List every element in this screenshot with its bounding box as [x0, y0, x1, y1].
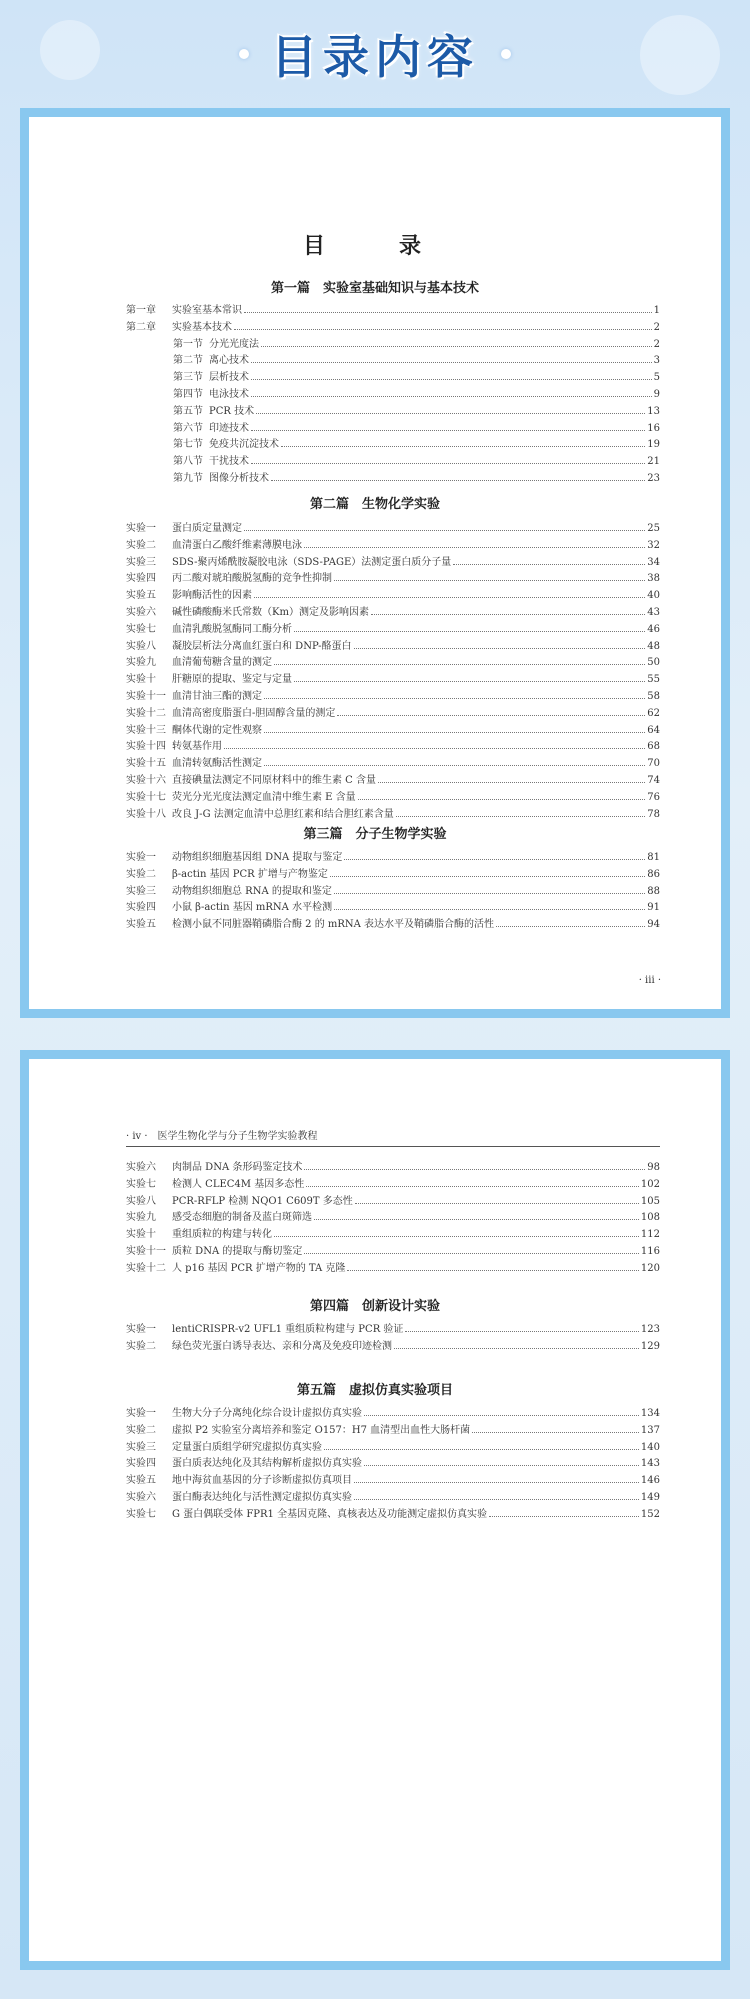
leader-dots — [358, 789, 646, 800]
toc-entry-page: 123 — [640, 1324, 660, 1335]
toc-entry-number: 实验十四 — [126, 741, 166, 753]
leader-dots — [354, 638, 646, 649]
toc-entry-number: 第五节 — [173, 405, 203, 417]
toc-entry-title: 生物大分子分离纯化综合设计虚拟仿真实验 — [172, 1408, 362, 1419]
toc-entry-number: 第一节 — [173, 338, 203, 350]
leader-dots — [264, 755, 645, 766]
toc-entry-number: 实验十六 — [126, 775, 166, 786]
toc-section-entry[interactable] — [173, 336, 660, 351]
leader-dots — [364, 1455, 639, 1466]
toc-entry[interactable] — [126, 722, 660, 737]
running-head: · iv · 医学生物化学与分子生物学实验教程 — [126, 1127, 660, 1147]
toc-entry-page: 32 — [647, 539, 660, 551]
leader-dots — [244, 302, 652, 313]
leader-dots — [354, 1489, 639, 1500]
toc-entry[interactable] — [126, 638, 660, 653]
toc-entry-title: 虚拟 P2 实验室分离培养和鉴定 O157：H7 血清型出血性大肠杆菌 — [172, 1424, 471, 1436]
toc-entry-title: 影响酶活性的因素 — [172, 590, 252, 602]
leader-dots — [274, 654, 645, 665]
toc-entry[interactable] — [126, 671, 660, 686]
toc-entry-page: 19 — [647, 439, 660, 451]
toc-entry-number: 实验三 — [126, 556, 156, 568]
toc-entry[interactable] — [126, 1472, 660, 1487]
toc-entry[interactable] — [126, 520, 660, 535]
toc-entry[interactable] — [126, 1176, 660, 1191]
toc-entry-number: 实验十 — [126, 1229, 156, 1241]
toc-entry-number: 实验四 — [126, 573, 156, 585]
toc-entry-number: 实验十一 — [126, 1246, 166, 1257]
leader-dots — [294, 671, 645, 682]
toc-entry-number: 实验八 — [126, 640, 156, 652]
toc-entry-title: 蛋白质定量测定 — [172, 523, 242, 534]
toc-entry-page: 48 — [647, 640, 660, 652]
toc-entry-page: 137 — [640, 1424, 660, 1436]
leader-dots — [344, 849, 645, 860]
toc-entry-page: 120 — [640, 1262, 660, 1274]
leader-dots — [394, 1338, 639, 1349]
leader-dots — [256, 403, 645, 414]
toc-entry-page: 74 — [647, 775, 660, 786]
toc-entry[interactable] — [126, 319, 660, 334]
toc-entry-number: 第七节 — [173, 439, 203, 451]
toc-entry-title: PCR 技术 — [209, 405, 255, 417]
leader-dots — [489, 1506, 639, 1517]
toc-entry-title: 小鼠 β-actin 基因 mRNA 水平检测 — [172, 902, 333, 914]
toc-entry-number: 第一章 — [126, 305, 156, 316]
part-heading: 第二篇 生物化学实验 — [309, 497, 440, 512]
toc-entry-page: 112 — [640, 1229, 660, 1241]
leader-dots — [281, 436, 645, 447]
leader-dots — [337, 705, 645, 716]
toc-entry[interactable] — [126, 688, 660, 703]
toc-entry-page: 81 — [647, 852, 660, 863]
leader-dots — [234, 319, 652, 330]
leader-dots — [405, 1321, 639, 1332]
toc-entry[interactable] — [126, 587, 660, 602]
toc-entry[interactable] — [126, 916, 660, 931]
toc-entry[interactable] — [126, 554, 660, 569]
part-heading: 第四篇 创新设计实验 — [309, 1299, 440, 1314]
toc-entry-page: 58 — [647, 691, 660, 702]
toc-entry-title: β-actin 基因 PCR 扩增与产物鉴定 — [172, 868, 328, 880]
leader-dots — [294, 621, 645, 632]
toc-entry-page: 1 — [653, 305, 660, 316]
toc-entry-title: 印迹技术 — [209, 422, 249, 434]
toc-entry-page: 91 — [647, 902, 660, 914]
toc-entry-title: 碱性磷酸酶米氏常数（Km）测定及影响因素 — [172, 607, 369, 618]
toc-entry-page: 2 — [653, 338, 660, 350]
toc-title: 目 录 — [302, 233, 447, 259]
toc-entry[interactable] — [126, 1260, 660, 1275]
toc-entry-page: 50 — [647, 657, 660, 669]
leader-dots — [271, 470, 645, 481]
toc-entry-page: 34 — [647, 556, 660, 568]
toc-entry-number: 第四节 — [173, 389, 203, 400]
toc-entry-page: 5 — [653, 372, 660, 384]
leader-dots — [304, 1159, 645, 1170]
toc-entry-title: 血清葡萄糖含量的测定 — [172, 657, 272, 669]
toc-entry-number: 实验六 — [126, 607, 156, 618]
toc-entry-number: 实验九 — [126, 1212, 156, 1224]
toc-entry-title: 荧光分光光度法测定血清中维生素 E 含量 — [172, 791, 356, 803]
toc-entry[interactable] — [126, 772, 660, 787]
toc-entry-title: 肉制品 DNA 条形码鉴定技术 — [172, 1162, 303, 1173]
toc-entry-number: 第八节 — [173, 456, 203, 468]
leader-dots — [304, 537, 645, 548]
page-number: · iii · — [638, 975, 661, 986]
toc-entry-page: 25 — [647, 523, 660, 534]
toc-entry-number: 实验二 — [126, 868, 156, 880]
toc-entry[interactable] — [126, 899, 660, 914]
toc-entry-title: 动物组织细胞基因组 DNA 提取与鉴定 — [172, 852, 343, 863]
toc-entry[interactable] — [126, 1338, 660, 1353]
leader-dots — [251, 352, 652, 363]
toc-entry-number: 实验七 — [126, 1508, 156, 1520]
toc-entry-title: 检测小鼠不同脏器鞘磷脂合酶 2 的 mRNA 表达水平及鞘磷脂合酶的活性 — [172, 919, 495, 931]
toc-entry-number: 实验十一 — [126, 691, 166, 702]
toc-entry-title: 干扰技术 — [209, 456, 249, 468]
leader-dots — [334, 883, 645, 894]
toc-entry-number: 实验七 — [126, 1178, 156, 1190]
toc-entry-page: 13 — [647, 405, 660, 417]
toc-entry[interactable] — [126, 570, 660, 585]
toc-entry-title: 免疫共沉淀技术 — [209, 439, 279, 451]
toc-entry-page: 16 — [647, 422, 660, 434]
toc-entry-number: 实验六 — [126, 1492, 156, 1503]
toc-entry-page: 23 — [647, 473, 660, 484]
toc-entry-title: 地中海贫血基因的分子诊断虚拟仿真项目 — [172, 1475, 352, 1487]
toc-entry[interactable] — [126, 604, 660, 619]
toc-entry-number: 实验九 — [126, 657, 156, 669]
part-heading: 第五篇 虚拟仿真实验项目 — [296, 1383, 453, 1398]
toc-section-entry[interactable] — [173, 369, 660, 384]
toc-entry[interactable] — [126, 1489, 660, 1504]
toc-entry-title: 层析技术 — [209, 372, 249, 384]
leader-dots — [496, 916, 645, 927]
toc-section-entry[interactable] — [173, 403, 660, 418]
toc-entry-title: 电泳技术 — [209, 389, 249, 400]
toc-entry-title: 丙二酸对琥珀酸脱氢酶的竞争性抑制 — [172, 573, 332, 585]
toc-entry-number: 实验一 — [126, 852, 156, 863]
toc-entry[interactable] — [126, 1455, 660, 1470]
banner-dot-left — [239, 49, 249, 59]
toc-entry-title: 血清甘油三酯的测定 — [172, 691, 262, 702]
toc-entry-title: 质粒 DNA 的提取与酶切鉴定 — [172, 1246, 303, 1257]
toc-entry-title: 绿色荧光蛋白诱导表达、亲和分离及免疫印迹检测 — [172, 1340, 392, 1352]
toc-entry-number: 实验三 — [126, 885, 156, 897]
leader-dots — [396, 806, 646, 817]
part-heading: 第三篇 分子生物学实验 — [303, 827, 447, 842]
toc-entry[interactable] — [126, 537, 660, 552]
leader-dots — [355, 1193, 639, 1204]
leader-dots — [472, 1422, 639, 1433]
toc-entry-page: 43 — [647, 607, 660, 618]
toc-entry-page: 40 — [647, 590, 660, 602]
leader-dots — [264, 722, 645, 733]
toc-entry-number: 实验二 — [126, 1424, 156, 1436]
toc-entry-page: 143 — [640, 1458, 660, 1470]
toc-entry-page: 76 — [647, 791, 660, 803]
toc-page-1 — [20, 108, 730, 1018]
toc-entry-title: SDS-聚丙烯酰胺凝胶电泳（SDS-PAGE）法测定蛋白质分子量 — [172, 556, 452, 568]
toc-entry-number: 实验一 — [126, 1324, 156, 1335]
toc-entry-page: 68 — [647, 741, 660, 753]
toc-page-2 — [20, 1050, 730, 1970]
toc-entry[interactable] — [126, 1506, 660, 1521]
leader-dots — [364, 1405, 639, 1416]
toc-entry-page: 98 — [647, 1162, 660, 1173]
toc-entry-page: 9 — [653, 389, 660, 400]
leader-dots — [251, 386, 652, 397]
toc-entry-number: 实验二 — [126, 1340, 156, 1352]
toc-section-entry[interactable] — [173, 436, 660, 451]
leader-dots — [453, 554, 645, 565]
toc-entry-title: 实验基本技术 — [172, 321, 232, 333]
leader-dots — [304, 1243, 639, 1254]
toc-entry-title: 蛋白酶表达纯化与活性测定虚拟仿真实验 — [172, 1492, 352, 1503]
toc-entry-page: 64 — [647, 724, 660, 736]
leader-dots — [254, 587, 645, 598]
toc-entry-number: 实验四 — [126, 1458, 156, 1470]
toc-entry-number: 实验八 — [126, 1195, 156, 1207]
leader-dots — [251, 420, 645, 431]
toc-entry-title: 分光光度法 — [209, 338, 259, 350]
toc-entry-number: 实验十八 — [126, 808, 166, 820]
toc-entry-number: 实验七 — [126, 623, 156, 635]
leader-dots — [314, 1209, 639, 1220]
leader-dots — [244, 520, 645, 531]
leader-dots — [324, 1439, 639, 1450]
toc-entry[interactable] — [126, 1209, 660, 1224]
toc-entry-number: 实验十三 — [126, 724, 166, 736]
toc-entry-number: 实验一 — [126, 1408, 156, 1419]
toc-entry-number: 第六节 — [173, 422, 203, 434]
toc-entry-title: 肝糖原的提取、鉴定与定量 — [172, 674, 292, 686]
toc-entry-number: 第三节 — [173, 372, 203, 384]
leader-dots — [347, 1260, 638, 1271]
toc-entry-title: 离心技术 — [209, 355, 249, 367]
banner-dot-right — [501, 49, 511, 59]
toc-entry[interactable] — [126, 1193, 660, 1208]
leader-dots — [334, 899, 645, 910]
toc-entry-number: 第九节 — [173, 473, 203, 484]
toc-entry-number: 实验四 — [126, 902, 156, 914]
toc-entry-number: 实验六 — [126, 1162, 156, 1173]
toc-section-entry[interactable] — [173, 352, 660, 367]
leader-dots — [306, 1176, 639, 1187]
toc-entry-title: 重组质粒的构建与转化 — [172, 1229, 272, 1241]
toc-entry[interactable] — [126, 883, 660, 898]
toc-entry-page: 149 — [640, 1492, 660, 1503]
toc-entry[interactable] — [126, 806, 660, 821]
toc-entry-title: 感受态细胞的制备及蓝白斑筛选 — [172, 1212, 312, 1224]
toc-entry-page: 3 — [653, 355, 660, 367]
toc-entry-title: 血清蛋白乙酸纤维素薄膜电泳 — [172, 539, 302, 551]
toc-entry-title: 图像分析技术 — [209, 473, 269, 484]
toc-entry[interactable] — [126, 654, 660, 669]
toc-entry-page: 2 — [653, 321, 660, 333]
toc-entry[interactable] — [126, 1243, 660, 1258]
toc-entry-title: 血清高密度脂蛋白-胆固醇含量的测定 — [172, 707, 336, 719]
toc-entry-page: 140 — [640, 1441, 660, 1453]
toc-entry[interactable] — [126, 1439, 660, 1454]
toc-entry-page: 70 — [647, 758, 660, 770]
toc-entry-title: 检测人 CLEC4M 基因多态性 — [172, 1178, 305, 1190]
toc-entry-title: 定量蛋白质组学研究虚拟仿真实验 — [172, 1441, 322, 1453]
toc-entry-number: 实验十七 — [126, 791, 166, 803]
toc-entry-number: 实验五 — [126, 590, 156, 602]
toc-entry-number: 实验十二 — [126, 1262, 166, 1274]
leader-dots — [274, 1226, 639, 1237]
banner-title: 目录内容 — [271, 30, 479, 84]
toc-entry-page: 105 — [640, 1195, 660, 1207]
toc-section-entry[interactable] — [173, 470, 660, 485]
toc-entry-number: 第二节 — [173, 355, 203, 367]
toc-entry-title: 酮体代谢的定性观察 — [172, 724, 262, 736]
toc-entry-title: 凝胶层析法分离血红蛋白和 DNP-酪蛋白 — [172, 640, 352, 652]
toc-entry-page: 88 — [647, 885, 660, 897]
toc-entry-title: 蛋白质表达纯化及其结构解析虚拟仿真实验 — [172, 1458, 362, 1470]
toc-entry-title: lentiCRISPR-v2 UFL1 重组质粒构建与 PCR 验证 — [172, 1324, 404, 1335]
leader-dots — [354, 1472, 639, 1483]
leader-dots — [334, 570, 645, 581]
toc-entry-title: PCR-RFLP 检测 NQO1 C609T 多态性 — [172, 1195, 353, 1207]
toc-entry-number: 第二章 — [126, 321, 156, 333]
toc-entry-page: 46 — [647, 623, 660, 635]
toc-entry-page: 108 — [640, 1212, 660, 1224]
toc-entry-page: 62 — [647, 707, 660, 719]
toc-entry-title: 人 p16 基因 PCR 扩增产物的 TA 克隆 — [172, 1262, 346, 1274]
banner — [0, 0, 750, 108]
toc-entry-page: 78 — [647, 808, 660, 820]
toc-entry-number: 实验二 — [126, 539, 156, 551]
toc-entry-title: 转氨基作用 — [172, 741, 222, 753]
toc-entry-page: 134 — [640, 1408, 660, 1419]
toc-entry-page: 55 — [647, 674, 660, 686]
toc-entry-number: 实验五 — [126, 1475, 156, 1487]
leader-dots — [251, 453, 645, 464]
toc-entry-page: 86 — [647, 868, 660, 880]
leader-dots — [264, 688, 645, 699]
toc-entry-page: 129 — [640, 1340, 660, 1352]
toc-entry[interactable] — [126, 1422, 660, 1437]
toc-section-entry[interactable] — [173, 453, 660, 468]
part-heading: 第一篇 实验室基础知识与基本技术 — [270, 281, 479, 296]
toc-entry-page: 102 — [640, 1178, 660, 1190]
leader-dots — [261, 336, 652, 347]
toc-entry-number: 实验三 — [126, 1441, 156, 1453]
toc-section-entry[interactable] — [173, 420, 660, 435]
toc-entry[interactable] — [126, 1405, 660, 1420]
toc-entry-page: 21 — [647, 456, 660, 468]
toc-entry[interactable] — [126, 849, 660, 864]
leader-dots — [251, 369, 652, 380]
toc-entry[interactable] — [126, 302, 660, 317]
toc-entry-number: 实验十五 — [126, 758, 166, 770]
toc-entry-page: 152 — [640, 1508, 660, 1520]
toc-entry[interactable] — [126, 1159, 660, 1174]
toc-entry-page: 146 — [640, 1475, 660, 1487]
toc-entry-number: 实验五 — [126, 919, 156, 931]
toc-entry-title: 改良 J-G 法测定血清中总胆红素和结合胆红素含量 — [172, 808, 394, 820]
toc-entry-title: 血清转氨酶活性测定 — [172, 758, 262, 770]
toc-entry[interactable] — [126, 738, 660, 753]
toc-section-entry[interactable] — [173, 386, 660, 401]
toc-entry-number: 实验十二 — [126, 707, 166, 719]
leader-dots — [330, 866, 645, 877]
leader-dots — [224, 738, 645, 749]
toc-entry-title: 动物组织细胞总 RNA 的提取和鉴定 — [172, 885, 332, 897]
toc-entry-number: 实验十 — [126, 674, 156, 686]
leader-dots — [371, 604, 645, 615]
toc-entry-title: 实验室基本常识 — [172, 305, 242, 316]
leader-dots — [378, 772, 645, 783]
toc-entry[interactable] — [126, 705, 660, 720]
toc-entry-page: 94 — [647, 919, 660, 931]
toc-entry-title: G 蛋白偶联受体 FPR1 全基因克隆、真核表达及功能测定虚拟仿真实验 — [172, 1508, 488, 1520]
toc-entry-title: 血清乳酸脱氢酶同工酶分析 — [172, 623, 292, 635]
toc-entry-title: 直接碘量法测定不同原材料中的维生素 C 含量 — [172, 775, 377, 786]
toc-entry[interactable] — [126, 866, 660, 881]
toc-entry-page: 38 — [647, 573, 660, 585]
toc-entry[interactable] — [126, 755, 660, 770]
toc-entry[interactable] — [126, 1226, 660, 1241]
toc-entry-number: 实验一 — [126, 523, 156, 534]
toc-entry[interactable] — [126, 621, 660, 636]
toc-entry[interactable] — [126, 789, 660, 804]
toc-entry[interactable] — [126, 1321, 660, 1336]
toc-entry-page: 116 — [640, 1246, 660, 1257]
